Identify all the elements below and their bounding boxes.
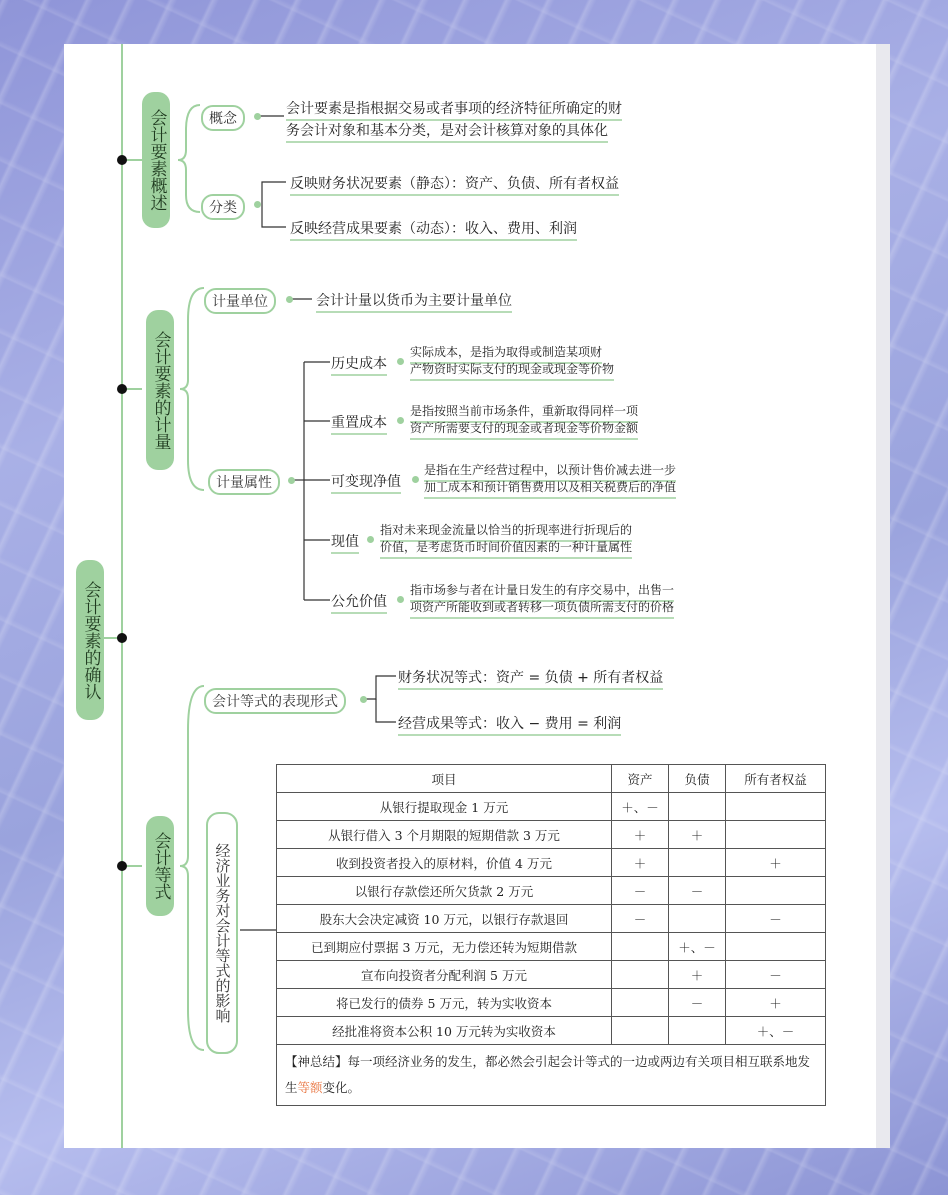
table-cell (612, 933, 669, 961)
forms-node: 会计等式的表现形式 (204, 688, 346, 714)
table-cell (669, 849, 726, 877)
table-header-liabilities: 负债 (669, 765, 726, 793)
table-cell: ＋ (669, 961, 726, 989)
table-cell (612, 961, 669, 989)
table-cell (612, 1017, 669, 1045)
category-text-2: 反映经营成果要素（动态）：收入、费用、利润 (290, 218, 577, 241)
category-dot (254, 201, 261, 208)
equation-junction (117, 861, 127, 871)
summary-highlight: 等额 (297, 1080, 323, 1095)
category-text-1: 反映财务状况要素（静态）：资产、负债、所有者权益 (290, 173, 619, 196)
table-cell: ＋ (612, 821, 669, 849)
table-cell (669, 905, 726, 933)
attr-dot-historical (397, 358, 404, 365)
table-cell: － (726, 961, 826, 989)
attr-desc-replacement-2: 资产所需要支付的现金或者现金等价物金额 (410, 420, 638, 440)
table-row (277, 989, 826, 1017)
table-row (277, 933, 826, 961)
attr-name-realizable: 可变现净值 (331, 471, 401, 494)
attr-name-replacement: 重置成本 (331, 412, 387, 435)
summary-suffix: 变化。 (322, 1080, 361, 1095)
overview-node: 会计要素概述 (142, 92, 170, 228)
root-junction (117, 633, 127, 643)
attr-dot-realizable (412, 476, 419, 483)
table-row (277, 1017, 826, 1045)
table-cell (669, 793, 726, 821)
table-header-item: 项目 (277, 765, 612, 793)
attr-dot-fair-value (397, 596, 404, 603)
table-row (277, 877, 826, 905)
table-cell (669, 1017, 726, 1045)
table-cell: 从银行借入 3 个月期限的短期借款 3 万元 (277, 821, 612, 849)
attr-name-present-value: 现值 (331, 531, 359, 554)
table-cell: 股东大会决定减资 10 万元，以银行存款退回 (277, 905, 612, 933)
attr-desc-fair-value-2: 项资产所能收到或者转移一项负债所需支付的价格 (410, 599, 674, 619)
table-cell: ＋、－ (669, 933, 726, 961)
table-cell: ＋ (726, 989, 826, 1017)
attr-dot (288, 477, 295, 484)
table-cell: 已到期应付票据 3 万元，无力偿还转为短期借款 (277, 933, 612, 961)
equation-node: 会计等式 (146, 816, 174, 916)
attr-node: 计量属性 (208, 469, 280, 495)
attr-desc-historical-2: 产物资时实际支付的现金或现金等价物 (410, 361, 614, 381)
concept-node: 概念 (201, 105, 245, 131)
attr-desc-replacement-1: 是指按照当前市场条件，重新取得同样一项 (410, 403, 638, 423)
attr-desc-realizable-2: 加工成本和预计销售费用以及相关税费后的净值 (424, 479, 676, 499)
table-cell: 经批准将资本公积 10 万元转为实收资本 (277, 1017, 612, 1045)
measurement-junction (117, 384, 127, 394)
table-row (277, 821, 826, 849)
table-cell: － (726, 905, 826, 933)
impact-table (276, 764, 826, 1106)
forms-dot (360, 696, 367, 703)
table-cell (726, 793, 826, 821)
table-header-row (277, 765, 826, 793)
table-cell (726, 933, 826, 961)
table-header-assets: 资产 (612, 765, 669, 793)
form-balance: 财务状况等式：资产 = 负债 + 所有者权益 (398, 667, 663, 690)
measurement-node: 会计要素的计量 (146, 310, 174, 470)
table-cell: 将已发行的债券 5 万元，转为实收资本 (277, 989, 612, 1017)
table-row (277, 793, 826, 821)
table-cell: － (612, 905, 669, 933)
attr-desc-present-value-2: 价值，是考虑货币时间价值因素的一种计量属性 (380, 539, 632, 559)
table-cell: ＋ (669, 821, 726, 849)
overview-junction (117, 155, 127, 165)
root-node: 会计要素的确认 (76, 560, 104, 720)
attr-dot-present-value (367, 536, 374, 543)
attr-name-historical: 历史成本 (331, 353, 387, 376)
table-cell (612, 989, 669, 1017)
table-cell: ＋ (726, 849, 826, 877)
table-cell: 宣布向投资者分配利润 5 万元 (277, 961, 612, 989)
table-cell (726, 877, 826, 905)
unit-text: 会计计量以货币为主要计量单位 (316, 290, 512, 313)
table-cell: 收到投资者投入的原材料，价值 4 万元 (277, 849, 612, 877)
attr-desc-present-value-1: 指对未来现金流量以恰当的折现率进行折现后的 (380, 522, 632, 542)
concept-dot (254, 113, 261, 120)
table-cell (726, 821, 826, 849)
summary-cell (277, 1045, 826, 1106)
table-header-equity: 所有者权益 (726, 765, 826, 793)
paper-edge (876, 44, 890, 1148)
table-cell: ＋ (612, 849, 669, 877)
attr-name-fair-value: 公允价值 (331, 591, 387, 614)
table-row (277, 905, 826, 933)
table-cell: － (669, 877, 726, 905)
table-cell: － (669, 989, 726, 1017)
table-summary-row (277, 1045, 826, 1106)
unit-node: 计量单位 (204, 288, 276, 314)
summary-text: 【神总结】每一项经济业务的发生，都必然会引起会计等式的一边或两边有关项目相互联系地发生 (285, 1054, 811, 1095)
form-operations: 经营成果等式：收入 − 费用 = 利润 (398, 713, 621, 736)
attr-desc-fair-value-1: 指市场参与者在计量日发生的有序交易中，出售一 (410, 582, 674, 602)
unit-dot (286, 296, 293, 303)
table-cell: － (612, 877, 669, 905)
table-cell: 从银行提取现金 1 万元 (277, 793, 612, 821)
concept-text-1: 会计要素是指根据交易或者事项的经济特征所确定的财 (286, 98, 622, 121)
table-cell: ＋、－ (612, 793, 669, 821)
attr-desc-historical-1: 实际成本，是指为取得或制造某项财 (410, 344, 602, 364)
table-row (277, 849, 826, 877)
category-node: 分类 (201, 194, 245, 220)
table-cell: 以银行存款偿还所欠货款 2 万元 (277, 877, 612, 905)
attr-desc-realizable-1: 是指在生产经营过程中，以预计售价减去进一步 (424, 462, 676, 482)
impact-node: 经济业务对会计等式的影响 (206, 812, 238, 1054)
attr-dot-replacement (397, 417, 404, 424)
table-row (277, 961, 826, 989)
table-cell: ＋、－ (726, 1017, 826, 1045)
concept-text-2: 务会计对象和基本分类，是对会计核算对象的具体化 (286, 120, 608, 143)
